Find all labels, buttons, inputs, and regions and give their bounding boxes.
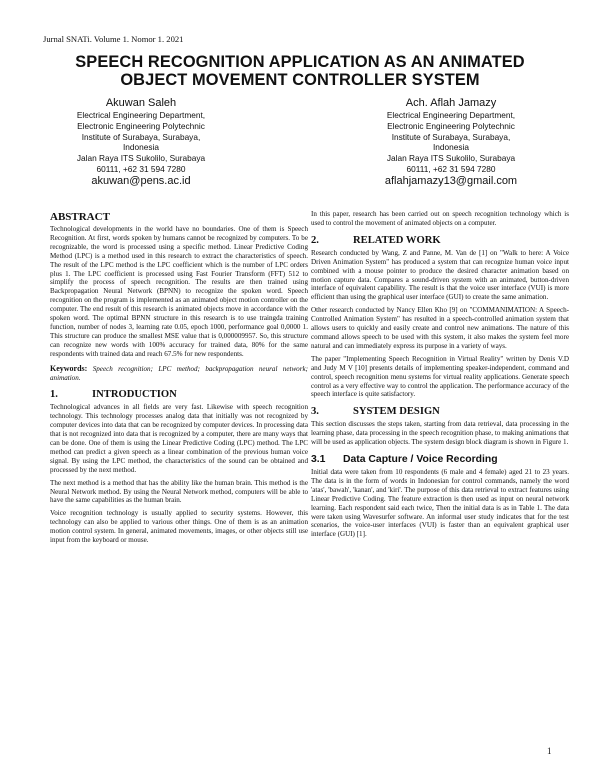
title-line-2: OBJECT MOVEMENT CONTROLLER SYSTEM	[120, 71, 480, 89]
keywords-text: Speech recognition; LPC method; backpropagation neural network; animation.	[50, 364, 308, 382]
title-line-1: SPEECH RECOGNITION APPLICATION AS AN ANIMATED	[75, 53, 525, 71]
paragraph: This section discusses the steps taken, starting from data retrieval, data processing in the learning phase, data processing in the speech recognition phase, to making animations that will be used as application objects. The system design block diagram is shown in Figure 1.	[311, 420, 569, 447]
author-name: Akuwan Saleh	[105, 97, 177, 109]
author-block-2	[341, 97, 561, 188]
author-school: Electronic Engineering Polytechnic	[77, 120, 205, 131]
author-inst: Institute of Surabaya, Surabaya,	[391, 131, 511, 142]
keywords-label: Keywords:	[50, 363, 88, 373]
author-address: Jalan Raya ITS Sukolilo, Surabaya	[386, 153, 516, 164]
paragraph: Other research conducted by Nancy Ellen Kho [9] on "COMMANIMATION: A Speech-Controlled Animation System" has resulted in a speech-controlled animation system that allows users to quickly and easily create and control new animations. The nature of this command allows speech to be used with this system, it also makes the system feel more natural and can immediately express its purpose in a variety of ways.	[311, 306, 569, 350]
paragraph: Research conducted by Wang, Z and Panne, M. Van de [1] on "Walk to here: A Voice Driven Animation System" has produced a system that can recognize human voice input combined with a mouse pointer to produce the desired character animation based on motion capture data. Compares a sound-driven system with an animated, button-driven interface of equivalent capability. The result is that the voice user interface (VUI) is more efficient than using the graphical user interface (GUI) to create the same animation.	[311, 248, 569, 302]
paragraph: Initial data were taken from 10 respondents (6 male and 4 female) aged 21 to 23 years. The data is in the form of words in Indonesian for control commands, namely the word 'atas', 'bawah', 'kanan', and 'kiri'. The purpose of this data retrieval to extract features using Linear Predictive Coding. The feature extraction is then used as input on neural network learning. Each respondent said each twice, Then the initial data is as in Table 1. The data were taken using Wavesurfer software. An informal user study indicates that for the test scenarios, the voice-user interfaces (VUI) is faster than an equivalent graphical user interface (GUI) [1].	[311, 468, 569, 539]
author-school: Electronic Engineering Polytechnic	[387, 120, 515, 131]
paragraph: The paper "Implementing Speech Recognition in Virtual Reality" written by Denis V.D and Judy M V [10] presents details of implementing speaker-independent, command and control, speech recognition menu systems for virtual reality applications. Generate speech control as a very effective way to control the application. The performance accuracy of the speech interface is quite satisfactory.	[311, 354, 569, 399]
section-title: RELATED WORK	[353, 234, 441, 246]
section-heading-introduction	[50, 388, 308, 401]
author-name: Ach. Aflah Jamazy	[405, 97, 497, 109]
author-address: Jalan Raya ITS Sukolilo, Surabaya	[76, 153, 206, 164]
author-country: Indonesia	[433, 142, 469, 153]
section-number: 1.	[50, 389, 58, 401]
abstract-text: Technological developments in the world have no boundaries. One of them is Speech Recognition. At first, words spoken by humans cannot be recognized by computers. To be recognizable, the word is processed using a specific method. Linear Predictive Coding Method (LPC) is a method used in this research to extract the characteristics of speech. The result of the LPC method is the LPC coefficient which is the number of LPC orders plus 1. The LPC coefficient is processed using Fast Fourier Transform (FFT) 512 to simplify the process of speech recognition. The results are then trained using Backpropagation Neural Network (BPNN) to recognize the spoken word. Speech recognition on the program is implemented as an animated object motion controller on the computer. The end result of this research is animated objects move in accordance with the spoken word. The optimal BPNN structure in this research is to use traingda training function, number of nodes 3, learning rate 0.05, epoch 1000, performance goal 0,0000 1. This structure can produce the smallest MSE value that is 0,000009957. So, this structure can recognize new words with 100% accuracy for trained data, 80% for the same respondents with trained data and reach 67.5% for new respondents.	[50, 225, 308, 358]
section-heading-system-design	[311, 405, 569, 418]
author-country: Indonesia	[123, 142, 159, 153]
paper-title	[40, 53, 560, 89]
abstract-heading: ABSTRACT	[50, 211, 110, 223]
keywords	[50, 365, 308, 383]
subsection-number: 3.1	[311, 454, 326, 466]
section-heading-related-work	[311, 234, 569, 247]
author-postal: 60111, +62 31 594 7280	[96, 163, 186, 174]
paragraph: In this paper, research has been carried out on speech recognition technology which is used to control the movement of animated objects on a computer.	[311, 210, 569, 227]
author-dept: Electrical Engineering Department,	[386, 110, 516, 120]
author-email[interactable]: akuwan@pens.ac.id	[91, 174, 191, 187]
author-dept: Electrical Engineering Department,	[76, 110, 206, 120]
paragraph: Voice recognition technology is usually applied to security systems. However, this technology can also be applied to various other things. One of them is as an animation motion control system. In general, animated movements, images, or other objects still use input from the keyboard or mouse.	[50, 509, 308, 545]
section-title: SYSTEM DESIGN	[353, 406, 440, 418]
author-email[interactable]: aflahjamazy13@gmail.com	[384, 174, 518, 187]
page-number: 1	[547, 746, 552, 756]
author-postal: 60111, +62 31 594 7280	[406, 163, 496, 174]
left-column	[50, 211, 308, 549]
section-number: 3.	[311, 406, 319, 418]
author-block-1	[31, 97, 251, 188]
journal-header: Jurnal SNATi. Volume 1. Nomor 1. 2021	[43, 34, 184, 44]
section-title: INTRODUCTION	[92, 389, 177, 401]
section-number: 2.	[311, 234, 319, 246]
paragraph: The next method is a method that has the ability like the human brain. This method is the Neural Network method. By using the Neural Network method, computers will be able to have the same capabilities as the human brain.	[50, 478, 308, 505]
paragraph: Technological advances in all fields are very fast. Likewise with speech recognition technology. This technology processes analog data that initially was not recognized by computer devices into data that can be recognized by computer devices. In processing data that is not recognized into data that is recognized by a computer, there are many ways that can be done. One of them is using the Linear Predictive Coding (LPC) method. The LPC method can predict a given speech as a linear combination of the previous human voice signal. By using the LPC method, the characteristics of the sound can be obtained and processed by the next method.	[50, 403, 308, 474]
subsection-title: Data Capture / Voice Recording	[343, 454, 498, 466]
subsection-heading-data-capture	[311, 453, 569, 466]
right-column	[311, 210, 569, 543]
author-inst: Institute of Surabaya, Surabaya,	[81, 131, 201, 142]
